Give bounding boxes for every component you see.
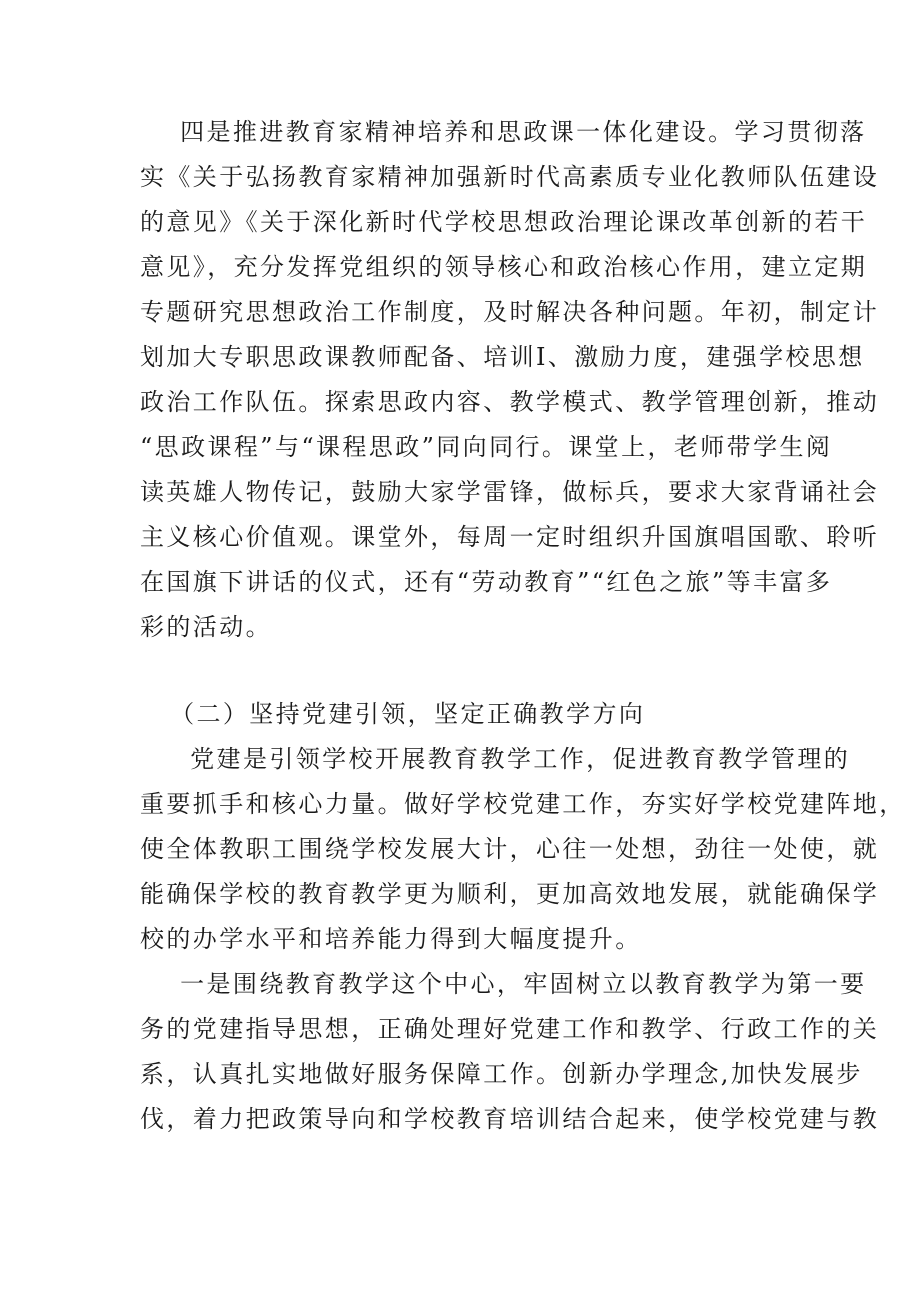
text-line: 实《关于弘扬教育家精神加强新时代高素质专业化教师队伍建设 xyxy=(140,163,880,191)
text-line: 划加大专职思政课教师配备、培训I、激励力度，建强学校思想 xyxy=(140,343,865,371)
text-line: 主义核心价值观。课堂外，每周一定时组织升国旗唱国歌、聆听 xyxy=(140,523,880,551)
text-line: 在国旗下讲话的仪式，还有“劳动教育”“红色之旅”等丰富多 xyxy=(140,568,833,596)
text-line: 重要抓手和核心力量。做好学校党建工作，夯实好学校党建阵地， xyxy=(140,790,906,818)
text-line: 彩的活动。 xyxy=(140,613,272,641)
text-line: 一是围绕教育教学这个中心，牢固树立以教育教学为第一要 xyxy=(140,970,867,998)
text-line: 系，认真扎实地做好服务保障工作。创新办学理念,加快发展步 xyxy=(140,1060,863,1088)
paragraph-party-building xyxy=(140,737,906,962)
text-line: 能确保学校的教育教学更为顺利，更加高效地发展，就能确保学 xyxy=(140,880,880,908)
text-line: 校的办学水平和培养能力得到大幅度提升。 xyxy=(140,925,642,953)
text-line: 使全体教职工围绕学校发展大计，心往一处想，劲往一处使，就 xyxy=(140,835,880,863)
text-line: 政治工作队伍。探索思政内容、教学模式、教学管理创新，推动 xyxy=(140,388,880,416)
section-heading-party-leadership xyxy=(140,692,783,737)
text-line: “思政课程”与“课程思政”同向同行。课堂上，老师带学生阅 xyxy=(140,433,833,461)
text-line: 四是推进教育家精神培养和思政课一体化建设。学习贯彻落 xyxy=(140,118,867,146)
text-line: 专题研究思想政治工作制度，及时解决各种问题。年初，制定计 xyxy=(140,298,880,326)
text-line: （二）坚持党建引领，坚定正确教学方向 xyxy=(140,700,646,728)
text-line: 意见》，充分发挥党组织的领导核心和政治核心作用，建立定期 xyxy=(140,253,868,281)
text-line: 务的党建指导思想，正确处理好党建工作和教学、行政工作的关 xyxy=(140,1015,880,1043)
text-line: 伐，着力把政策导向和学校教育培训结合起来，使学校党建与教 xyxy=(140,1105,880,1133)
paragraph-one-teaching-center xyxy=(140,962,880,1142)
text-line: 的意见》《关于深化新时代学校思想政治理论课改革创新的若干 xyxy=(140,208,868,236)
text-line: 读英雄人物传记，鼓励大家学雷锋，做标兵，要求大家背诵社会 xyxy=(140,478,880,506)
text-line: 党建是引领学校开展教育教学工作，促进教育教学管理的 xyxy=(140,745,851,773)
paragraph-four-education-spirit xyxy=(140,110,880,650)
